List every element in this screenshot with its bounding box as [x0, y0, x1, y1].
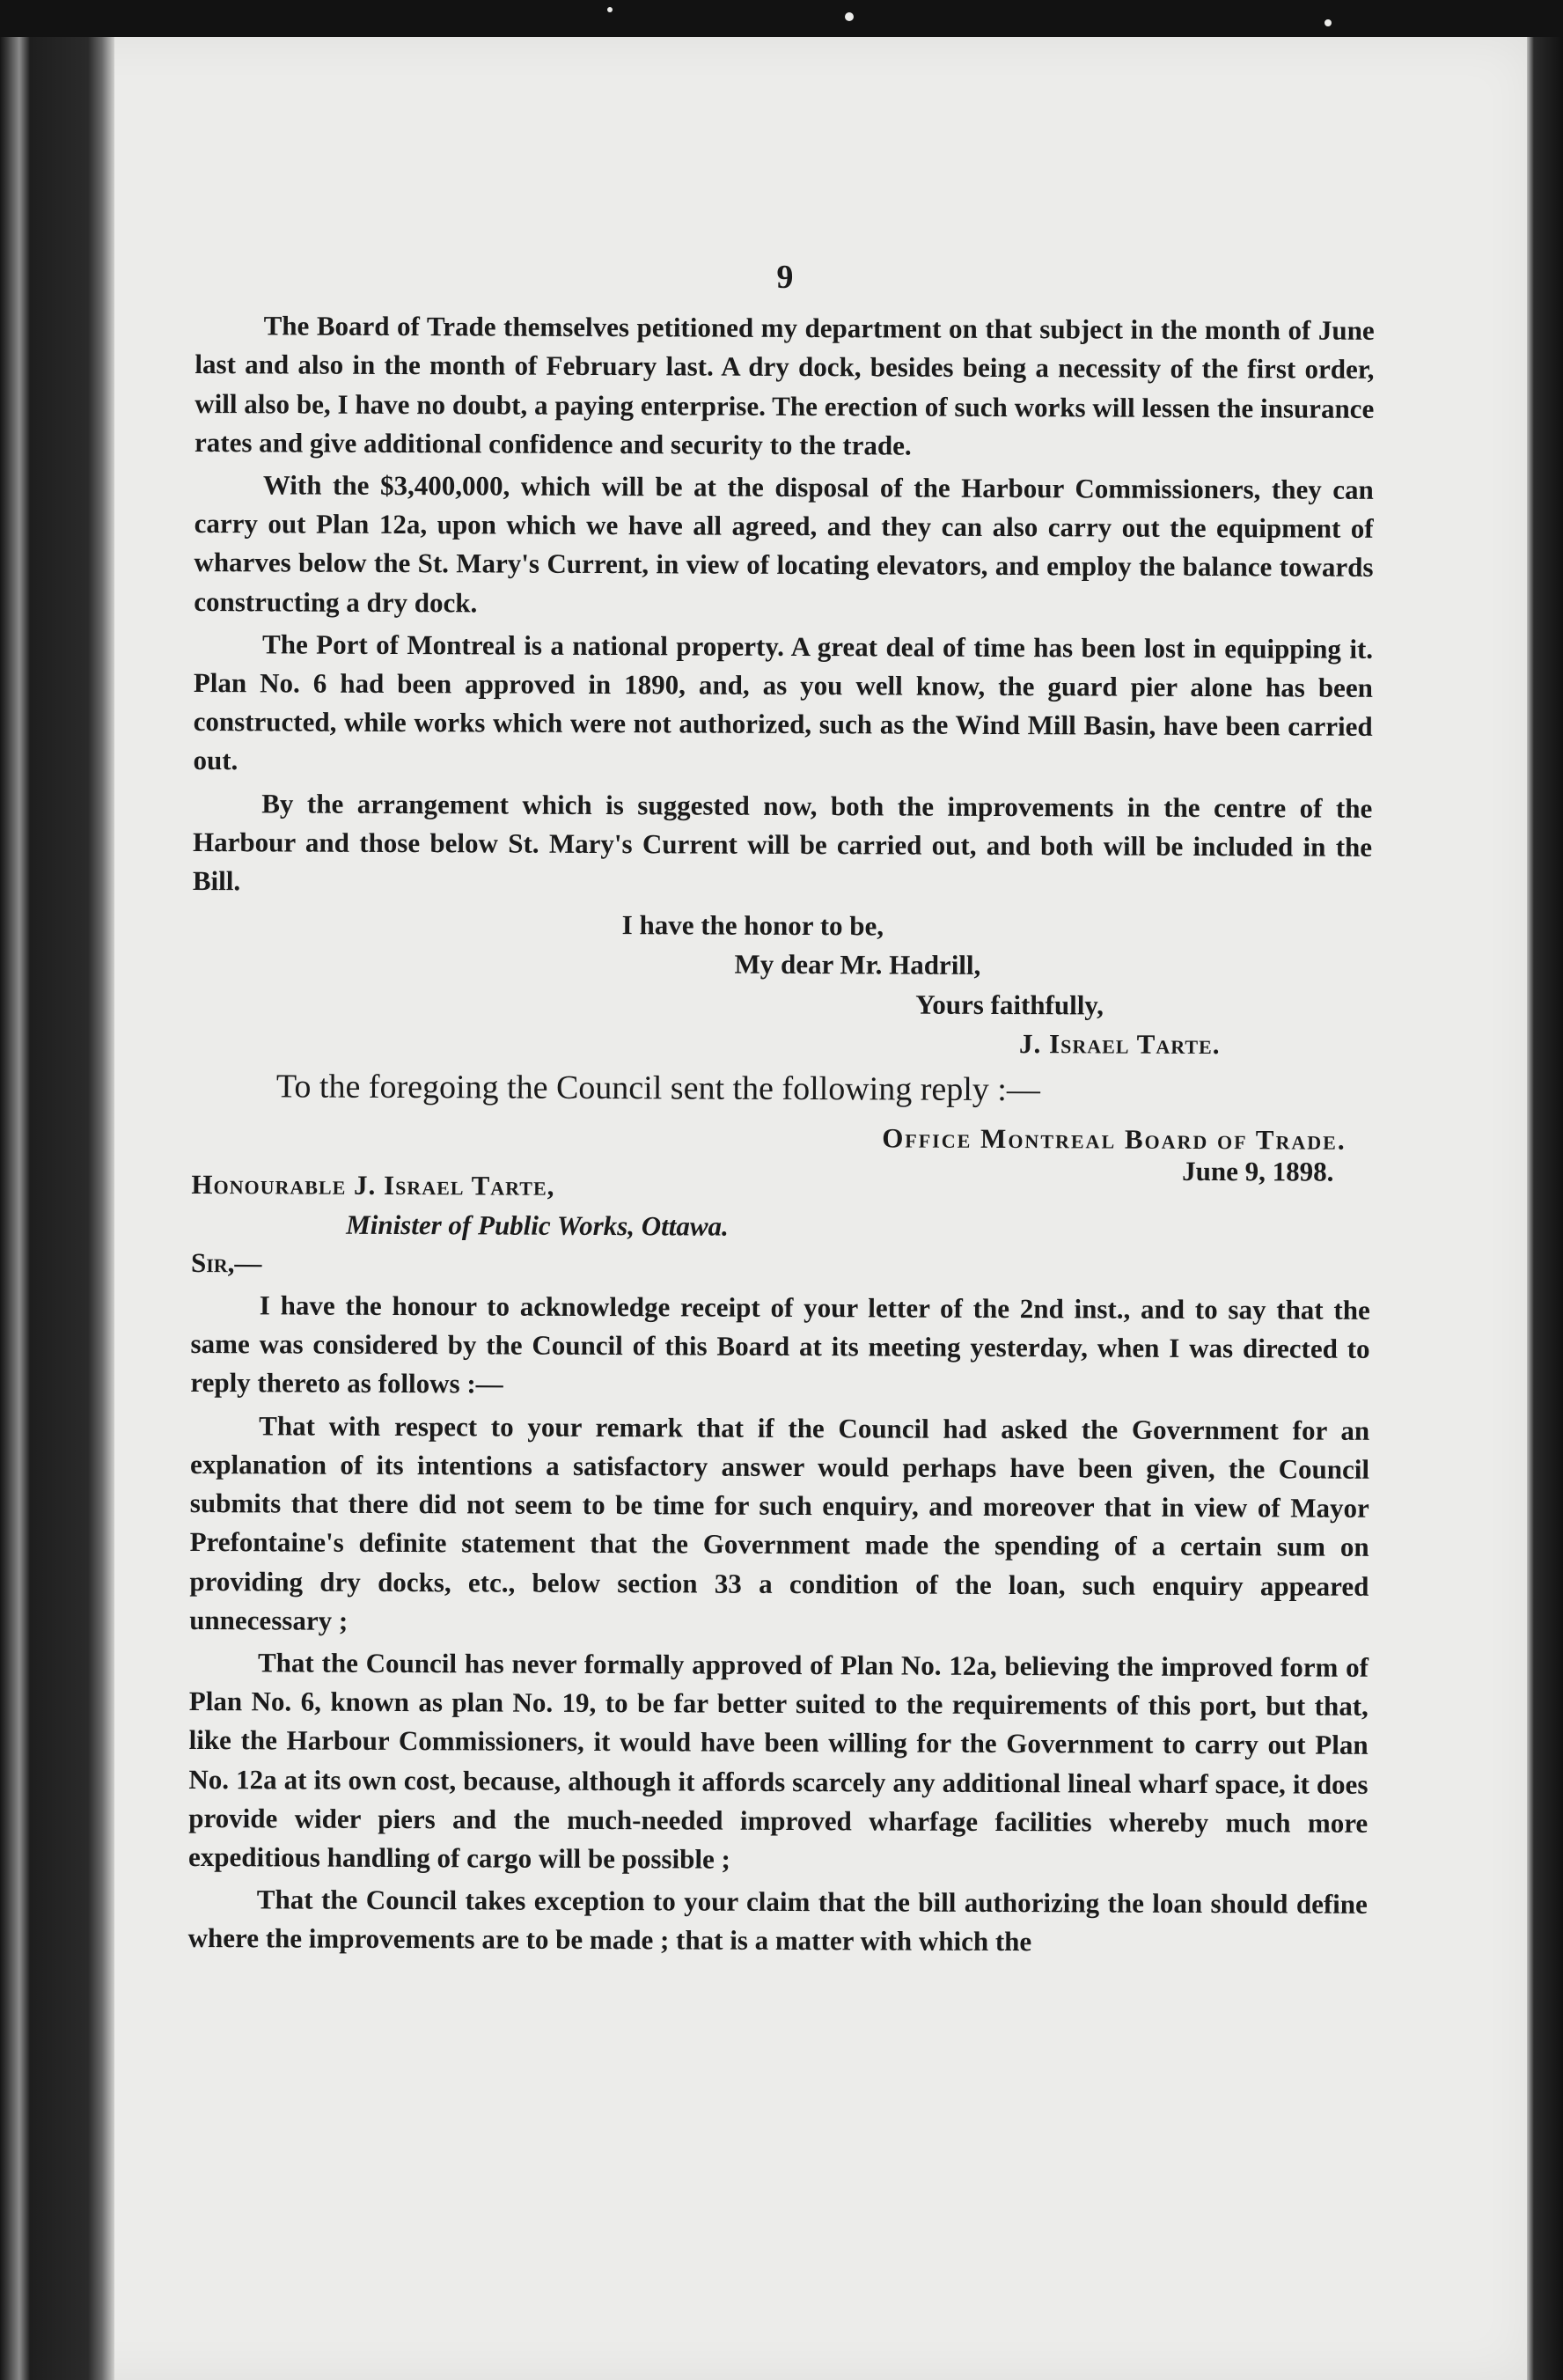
scan-speck	[607, 7, 613, 12]
reply-paragraph: I have the honour to acknowledge receipt of your letter of the 2nd inst., and to say that the same was considered by the Council of this Board at its meeting yesterday, when I was directed to reply thereto as follows :—	[190, 1289, 1370, 1400]
sender-office: Office Montreal Board of Trade.	[882, 1122, 1347, 1156]
binding-edge	[0, 37, 114, 2380]
scan-speck	[1325, 19, 1332, 26]
reply-paragraph: That the Council takes exception to your claim that the bill authorizing the loan should define where the improvements are to be made ; that is a matter with which the	[187, 1884, 1368, 1958]
letter-paragraph: With the $3,400,000, which will be at the disposal of the Harbour Commissioners, they can carry out Plan 12a, upon which we have all agreed, and they can also carry out the equipment of wharves below the St. Mary's Current, in view of locating elevators, and employ the balance towards constructing a dry dock.	[194, 469, 1374, 619]
addressee-title: Minister of Public Works, Ottawa.	[346, 1208, 729, 1242]
page-edge	[1527, 37, 1563, 2380]
reply-paragraph: That the Council has never formally approved of Plan No. 12a, believing the improved form of Plan No. 6, known as plan No. 19, to be far better suited to the requirements of this port, but that, like the Harbour Commissioners, it would have been willing for the Government to carry out Plan No. 12a at its own cost, because, although it affords scarcely any additional lineal wharf space, it does provide wider piers and the much-needed improved wharfage facilities whereby much more expeditious handling of cargo will be possible ;	[187, 1647, 1369, 1875]
letter-paragraph: The Board of Trade themselves petitioned my department on that subject in the month of June last and also in the month of February last. A dry dock, besides being a necessity of the first order, will also be, I have no doubt, a paying enterprise. The erection of such works will lessen the insurance rates and give additional confidence and security to the trade.	[194, 310, 1375, 461]
reply-paragraph: That with respect to your remark that if the Council had asked the Government for an explanation of its intentions a satisfactory answer would perhaps have been given, the Council submits that there did not seem to be time for such enquiry, and moreover that in view of Mayor Prefontaine's definite statement that the Government made the spending of a certain sum on providing dry docks, etc., below section 33 a condition of the loan, such enquiry appeared unnecessary ;	[189, 1410, 1370, 1636]
closing-line: My dear Mr. Hadrill,	[734, 949, 981, 981]
closing-line: I have the honor to be,	[621, 909, 884, 942]
salutation: Sir,—	[190, 1246, 262, 1279]
document-body	[188, 255, 1375, 1966]
reply-intro: To the foregoing the Council sent the following reply :—	[275, 1068, 1040, 1109]
signature: J. Israel Tarte.	[1019, 1027, 1221, 1060]
letter-date: June 9, 1898.	[1182, 1156, 1334, 1187]
page-number: 9	[776, 258, 794, 296]
letter-paragraph: The Port of Montreal is a national property. A great deal of time has been lost in equipping it. Plan No. 6 had been approved in 1890, and, as you well know, the guard pier alone has been constructed, while works which were not authorized, such as the Wind Mill Basin, have been carried out.	[193, 628, 1374, 776]
addressee: Honourable J. Israel Tarte,	[191, 1169, 555, 1202]
scan-speck	[845, 12, 854, 21]
letter-paragraph: By the arrangement which is suggested now, both the improvements in the centre of the Harbour and those below St. Mary's Current will be carried out, and both will be included in the Bill.	[192, 787, 1373, 897]
closing-line: Yours faithfully,	[915, 988, 1104, 1021]
